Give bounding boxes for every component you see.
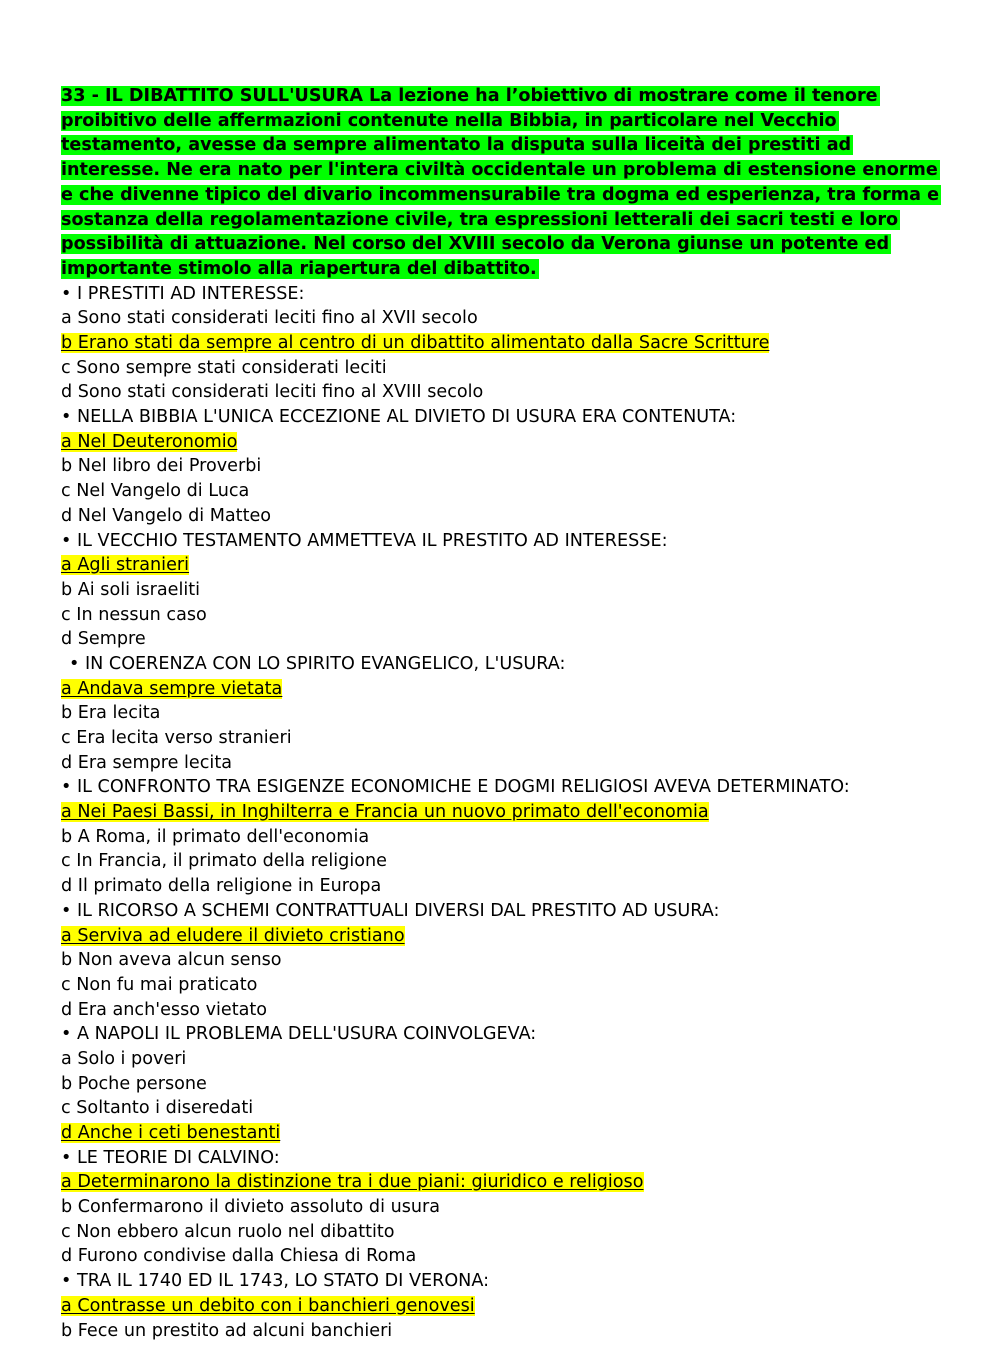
answer-option [61, 306, 941, 331]
answer-option [61, 356, 941, 381]
answer-option-text: c Soltanto i diseredati [61, 1098, 254, 1119]
answer-option-text: d Sempre [61, 629, 146, 650]
answer-option [61, 603, 941, 628]
answer-option-text: d Nel Vangelo di Matteo [61, 505, 272, 526]
answer-option [61, 973, 941, 998]
answer-option [61, 948, 941, 973]
question-list [61, 282, 941, 1344]
answer-option [61, 701, 941, 726]
lesson-intro-text: 33 - IL DIBATTITO SULL'USURA La lezione ha l’obiettivo di mostrare come il tenore proibitivo delle affermazioni contenute nella Bibbia, in particolare nel Vecchio testamento, avesse da sempre alimentato la disputa sulla liceità dei prestiti ad interesse. Ne era nato per l'intera civiltà occidentale un problema di estensione enorme e che divenne tipico del divario incommensurabile tra dogma ed esperienza, tra forma e sostanza della regolamentazione civile, tra espressioni letterali dei sacri testi e loro possibilità di attuazione. Nel corso del XVIII secolo da Verona giunse un potente ed importante stimolo alla riapertura del dibattito. [61, 86, 940, 279]
answer-option [61, 751, 941, 776]
answer-option-text: b Era lecita [61, 703, 161, 724]
answer-option [61, 1072, 941, 1097]
answer-option-correct [61, 1170, 941, 1195]
answer-option-text: a Nel Deuteronomio [61, 431, 238, 452]
answer-option-text: d Il primato della religione in Europa [61, 876, 382, 897]
answer-option-text: b Fece un prestito ad alcuni banchieri [61, 1320, 393, 1341]
answer-option-text: a Determinarono la distinzione tra i due piani: giuridico e religioso [61, 1172, 644, 1193]
answer-option-text: c Non ebbero alcun ruolo nel dibattito [61, 1221, 395, 1242]
question-heading: • A NAPOLI IL PROBLEMA DELL'USURA COINVOLGEVA: [61, 1024, 537, 1045]
document-page [61, 84, 941, 1343]
answer-option-text: c Non fu mai praticato [61, 974, 258, 995]
answer-option [61, 1220, 941, 1245]
answer-option-correct [61, 924, 941, 949]
question-heading: • IN COERENZA CON LO SPIRITO EVANGELICO, L'USURA: [69, 653, 566, 674]
answer-option-text: c Nel Vangelo di Luca [61, 481, 250, 502]
answer-option-text: b Ai soli israeliti [61, 579, 201, 600]
answer-option [61, 825, 941, 850]
question-heading: • IL CONFRONTO TRA ESIGENZE ECONOMICHE E DOGMI RELIGIOSI AVEVA DETERMINATO: [61, 777, 850, 798]
answer-option [61, 874, 941, 899]
answer-option [61, 1244, 941, 1269]
answer-option [61, 454, 941, 479]
answer-option-text: d Era anch'esso vietato [61, 999, 268, 1020]
answer-option-text: a Contrasse un debito con i banchieri genovesi [61, 1295, 475, 1316]
answer-option-text: c In nessun caso [61, 604, 207, 625]
answer-option-text: c In Francia, il primato della religione [61, 851, 387, 872]
answer-option-correct [61, 677, 941, 702]
answer-option-correct [61, 331, 941, 356]
answer-option-text: c Era lecita verso stranieri [61, 728, 292, 748]
answer-option [61, 1319, 941, 1344]
answer-option [61, 1195, 941, 1220]
answer-option [61, 1096, 941, 1121]
answer-option-text: a Agli stranieri [61, 555, 190, 576]
answer-option-text: d Era sempre lecita [61, 752, 232, 773]
answer-option-correct [61, 800, 941, 825]
answer-option-text: a Serviva ad eludere il divieto cristiano [61, 925, 405, 946]
answer-option-text: b Nel libro dei Proverbi [61, 456, 262, 477]
question-heading: • IL RICORSO A SCHEMI CONTRATTUALI DIVERSI DAL PRESTITO AD USURA: [61, 900, 720, 921]
answer-option [61, 479, 941, 504]
answer-option-text: d Sono stati considerati leciti fino al XVIII secolo [61, 382, 484, 403]
answer-option [61, 504, 941, 529]
answer-option-text: d Furono condivise dalla Chiesa di Roma [61, 1246, 417, 1267]
answer-option-text: c Sono sempre stati considerati leciti [61, 357, 387, 378]
answer-option-text: b A Roma, il primato dell'economia [61, 826, 370, 847]
answer-option-text: a Sono stati considerati leciti fino al XVII secolo [61, 308, 478, 329]
answer-option-correct [61, 553, 941, 578]
question-heading: • TRA IL 1740 ED IL 1743, LO STATO DI VERONA: [61, 1271, 489, 1292]
answer-option [61, 380, 941, 405]
answer-option [61, 726, 941, 751]
answer-option [61, 1047, 941, 1072]
answer-option-correct [61, 430, 941, 455]
question-heading: • NELLA BIBBIA L'UNICA ECCEZIONE AL DIVIETO DI USURA ERA CONTENUTA: [61, 407, 737, 428]
question-heading: • IL VECCHIO TESTAMENTO AMMETTEVA IL PRESTITO AD INTERESSE: [61, 530, 668, 551]
answer-option [61, 627, 941, 652]
answer-option [61, 998, 941, 1023]
answer-option-text: b Confermarono il divieto assoluto di usura [61, 1197, 441, 1218]
answer-option-text: b Erano stati da sempre al centro di un dibattito alimentato dalla Sacre Scritture [61, 333, 770, 353]
answer-option-correct [61, 1121, 941, 1146]
answer-option-text: a Nei Paesi Bassi, in Inghilterra e Francia un nuovo primato dell'economia [61, 802, 709, 823]
answer-option-text: d Anche i ceti benestanti [61, 1123, 281, 1143]
answer-option [61, 578, 941, 603]
answer-option [61, 849, 941, 874]
question-heading: • LE TEORIE DI CALVINO: [61, 1147, 280, 1168]
answer-option-text: b Non aveva alcun senso [61, 950, 282, 971]
answer-option-text: a Andava sempre vietata [61, 678, 283, 699]
lesson-intro [61, 84, 941, 282]
answer-option-correct [61, 1294, 941, 1319]
answer-option-text: b Poche persone [61, 1073, 207, 1094]
question-heading: • I PRESTITI AD INTERESSE: [61, 283, 305, 304]
answer-option-text: a Solo i poveri [61, 1048, 187, 1069]
